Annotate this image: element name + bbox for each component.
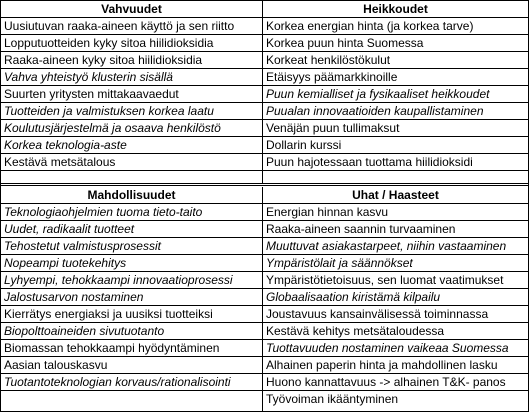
strengths-item: Suurten yritysten mittakaavaedut — [1, 86, 262, 103]
strengths-item: Korkea teknologia-aste — [1, 137, 262, 154]
opportunities-item: Jalostusarvon nostaminen — [1, 289, 262, 306]
threats-item: Ympäristölait ja säännökset — [263, 255, 528, 272]
threats-section — [263, 187, 528, 411]
threats-item: Huono kannattavuus -> alhainen T&K- panos — [263, 374, 528, 391]
strengths-item: Tuotteiden ja valmistuksen korkea laatu — [1, 103, 262, 120]
opportunities-heading: Mahdollisuudet — [1, 187, 262, 204]
opportunities-item: Biopolttoaineiden sivutuotanto — [1, 323, 262, 340]
threats-item: Joustavuus kansainvälisessä toiminnassa — [263, 306, 528, 323]
opportunities-item: Tehostetut valmistusprosessit — [1, 238, 262, 255]
strengths-item: Koulutusjärjestelmä ja osaava henkilöstö — [1, 120, 262, 137]
threats-item: Ympäristötietoisuus, sen luomat vaatimukset — [263, 272, 528, 289]
threats-item: Työvoiman ikääntyminen — [266, 392, 399, 406]
weaknesses-heading: Heikkoudet — [263, 1, 528, 18]
threats-heading: Uhat / Haasteet — [263, 187, 528, 204]
threats-item: Raaka-aineen saannin turvaaminen — [263, 221, 528, 238]
strengths-item: Vahva yhteistyö klusterin sisällä — [1, 69, 262, 86]
threats-item: Muuttuvat asiakastarpeet, niihin vastaaminen — [263, 238, 528, 255]
weaknesses-section — [263, 1, 528, 183]
threats-item: Globaalisaation kiristämä kilpailu — [263, 289, 528, 306]
strengths-section — [1, 1, 263, 183]
weaknesses-item: Korkeat henkilöstökulut — [263, 52, 528, 69]
opportunities-item: Uudet, radikaalit tuotteet — [1, 221, 262, 238]
opportunities-item — [1, 391, 262, 407]
weaknesses-item: Venäjän puun tullimaksut — [263, 120, 528, 137]
opportunities-item: Lyhyempi, tehokkaampi innovaatioprosessi — [1, 272, 262, 289]
threats-list — [263, 204, 528, 407]
opportunities-item: Aasian talouskasvu — [1, 357, 262, 374]
weaknesses-item: Puualan innovaatioiden kaupallistaminen — [263, 103, 528, 120]
threats-item: Energian hinnan kasvu — [263, 204, 528, 221]
threats-item: Tuottavuuden nostaminen vaikeaa Suomessa — [263, 340, 528, 357]
weaknesses-item: Puun hajotessaan tuottama hiilidioksidi — [263, 154, 528, 171]
opportunities-list — [1, 204, 262, 407]
opportunities-item: Nopeampi tuotekehitys — [1, 255, 262, 272]
opportunities-item: Biomassan tehokkaampi hyödyntäminen — [1, 340, 262, 357]
weaknesses-item: Puun kemialliset ja fysikaaliset heikkoudet — [263, 86, 528, 103]
weaknesses-list — [263, 18, 528, 187]
opportunities-item: Tuotantoteknologian korvaus/rationalisointi — [1, 374, 262, 391]
strengths-heading: Vahvuudet — [1, 1, 262, 18]
weaknesses-item: Korkea energian hinta (ja korkea tarve) — [263, 18, 528, 35]
opportunities-section — [1, 187, 263, 411]
weaknesses-item: Etäisyys päämarkkinoille — [263, 69, 528, 86]
opportunities-item: Teknologiaohjelmien tuoma tieto-taito — [1, 204, 262, 221]
strengths-item: Uusiutuvan raaka-aineen käyttö ja sen riitto — [1, 18, 262, 35]
strengths-item: Lopputuotteiden kyky sitoa hiilidioksidia — [1, 35, 262, 52]
weaknesses-item: Dollarin kurssi — [263, 137, 528, 154]
threats-item: Alhainen paperin hinta ja mahdollinen lasku — [263, 357, 528, 374]
threats-item: Kestävä kehitys metsätaloudessa — [263, 323, 528, 340]
strengths-item: Kestävä metsätalous — [1, 154, 262, 171]
opportunities-item: Kierrätys energiaksi ja uusiksi tuotteiksi — [1, 306, 262, 323]
strengths-list — [1, 18, 262, 187]
strengths-item: Raaka-aineen kyky sitoa hiilidioksidia — [1, 52, 262, 69]
section-divider — [1, 183, 528, 186]
weaknesses-item: Korkea puun hinta Suomessa — [263, 35, 528, 52]
